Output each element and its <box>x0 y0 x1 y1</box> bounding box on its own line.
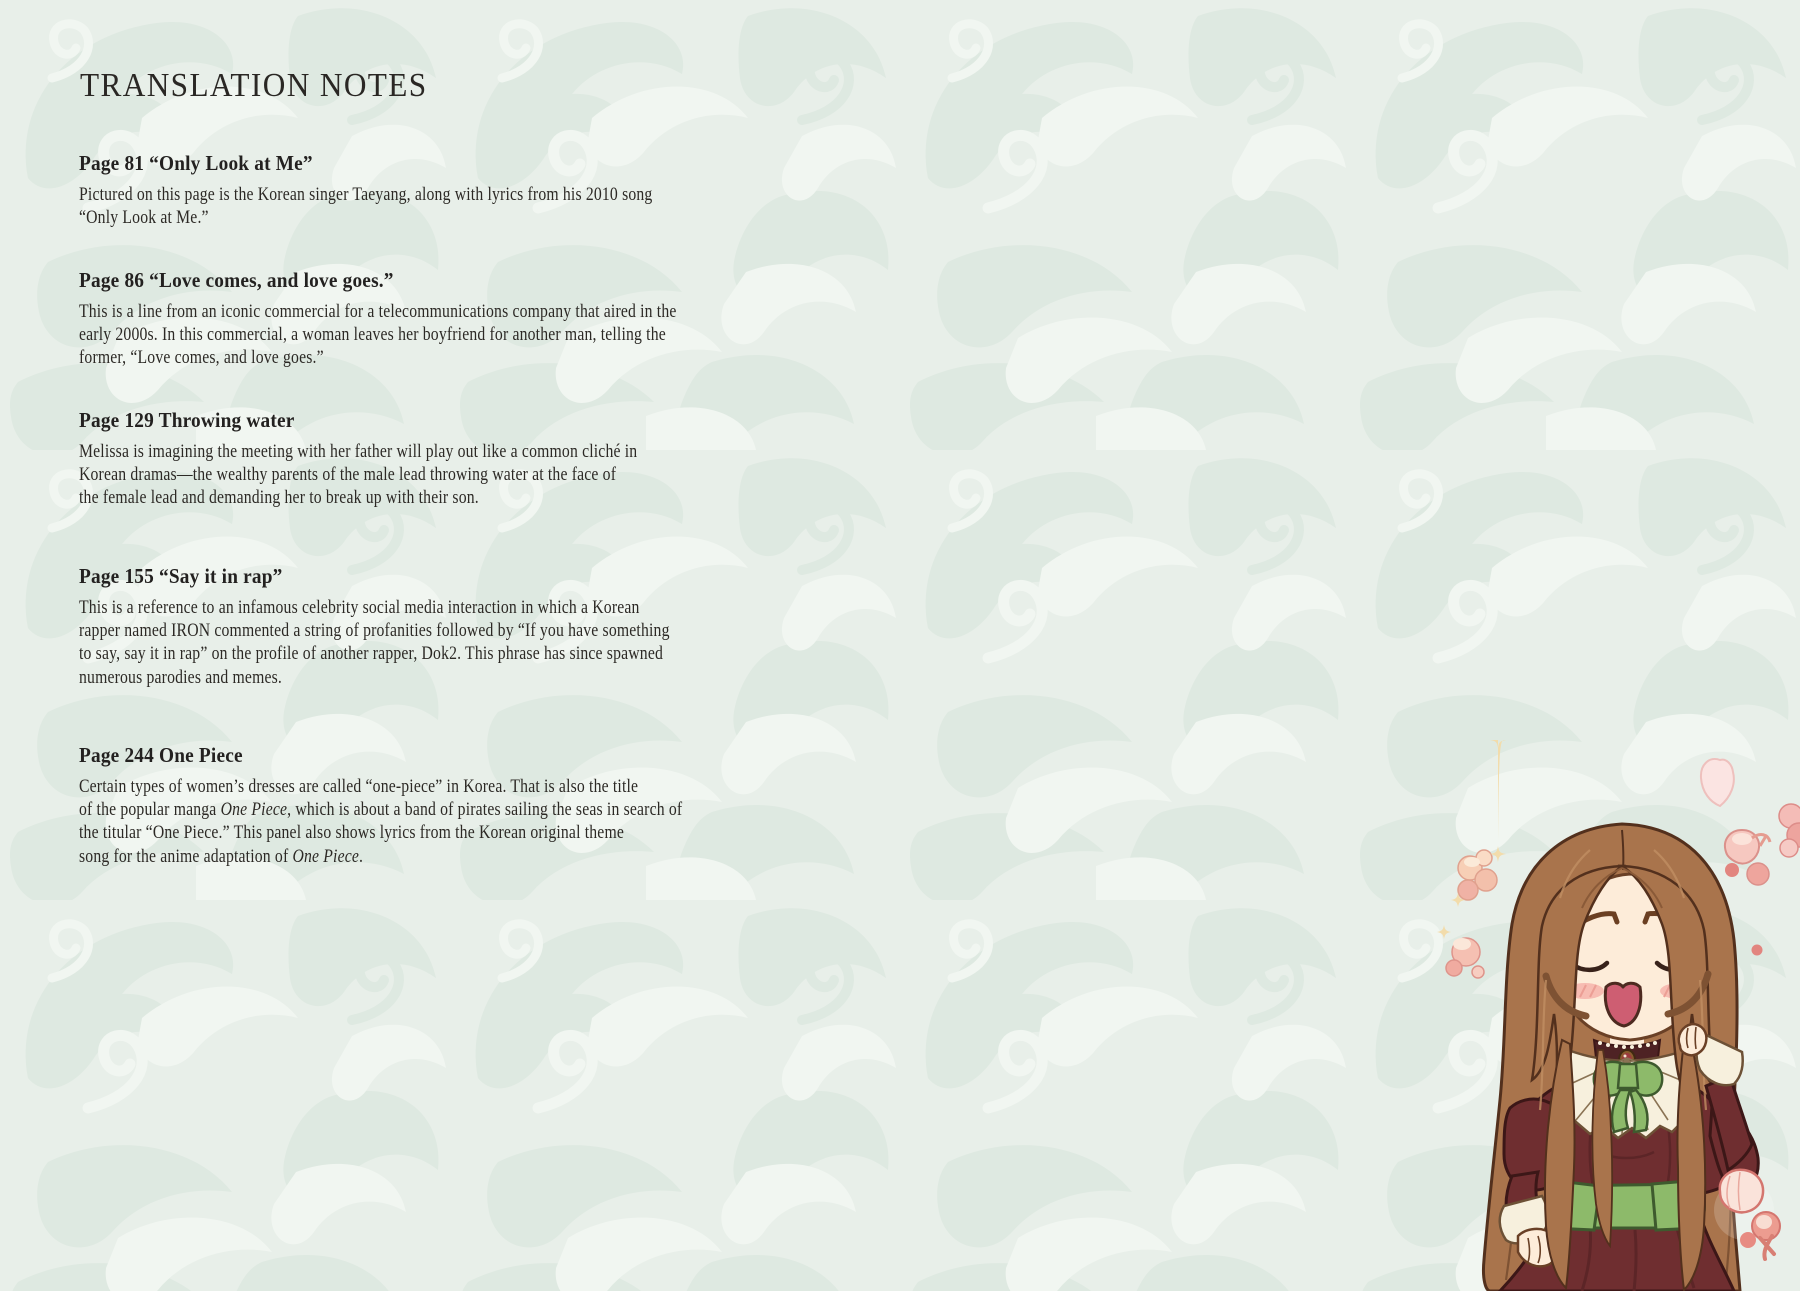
note-section <box>79 268 782 371</box>
note-section <box>79 408 736 511</box>
sparkles <box>1437 740 1506 939</box>
note-heading: Page 81 “Only Look at Me” <box>79 151 313 175</box>
character-illustration <box>1400 740 1800 1291</box>
note-heading: Page 244 One Piece <box>79 743 243 767</box>
note-body-line: early 2000s. In this commercial, a woman leaves her boyfriend for another man, telling the <box>79 325 666 346</box>
note-body <box>79 776 682 869</box>
note-body-line: Pictured on this page is the Korean singer Taeyang, along with lyrics from his 2010 song <box>79 185 653 205</box>
flower-cluster-left <box>1458 850 1497 900</box>
petal-top <box>1701 759 1734 806</box>
note-body <box>79 597 670 690</box>
note-heading: Page 155 “Say it in rap” <box>79 564 283 588</box>
page-title: TRANSLATION NOTES <box>80 67 428 104</box>
note-body-line: “Only Look at Me.” <box>79 208 209 229</box>
note-body-line: the female lead and demanding her to break up with their son. <box>79 488 479 509</box>
note-body-line: This is a reference to an infamous celebrity social media interaction in which a Korean <box>79 598 640 618</box>
note-body-line: This is a line from an iconic commercial for a telecommunications company that aired in the <box>79 302 677 322</box>
note-heading: Page 129 Throwing water <box>79 408 295 432</box>
flower-lower-left <box>1446 938 1484 978</box>
petal-pair-right <box>1725 830 1770 885</box>
note-section <box>79 564 774 690</box>
note-body-line: Certain types of women’s dresses are called “one-piece” in Korea. That is also the title <box>79 777 639 797</box>
note-body-line: of the popular manga One Piece, which is about a band of pirates sailing the seas in search of <box>79 800 683 821</box>
petal-dot <box>1752 945 1763 956</box>
note-body <box>79 441 637 511</box>
note-body-line: the titular “One Piece.” This panel also shows lyrics from the Korean original theme <box>79 823 624 844</box>
note-body-line: numerous parodies and memes. <box>79 667 283 688</box>
note-body-line: to say, say it in rap” on the profile of another rapper, Dok2. This phrase has since spawned <box>79 644 664 665</box>
petal-edge-cluster <box>1779 804 1800 857</box>
note-body-line: Melissa is imagining the meeting with her father will play out like a common cliché in <box>79 442 638 462</box>
note-body-line: former, “Love comes, and love goes.” <box>79 348 324 369</box>
note-body-line: song for the anime adaptation of One Piece. <box>79 846 364 867</box>
note-section <box>79 743 789 869</box>
note-body <box>79 301 677 371</box>
note-body-line: rapper named IRON commented a string of profanities followed by “If you have something <box>79 621 670 642</box>
note-body-line: Korean dramas—the wealthy parents of the male lead throwing water at the face of <box>79 465 617 486</box>
note-section <box>79 151 754 230</box>
note-heading: Page 86 “Love comes, and love goes.” <box>79 268 394 292</box>
note-body <box>79 184 652 230</box>
